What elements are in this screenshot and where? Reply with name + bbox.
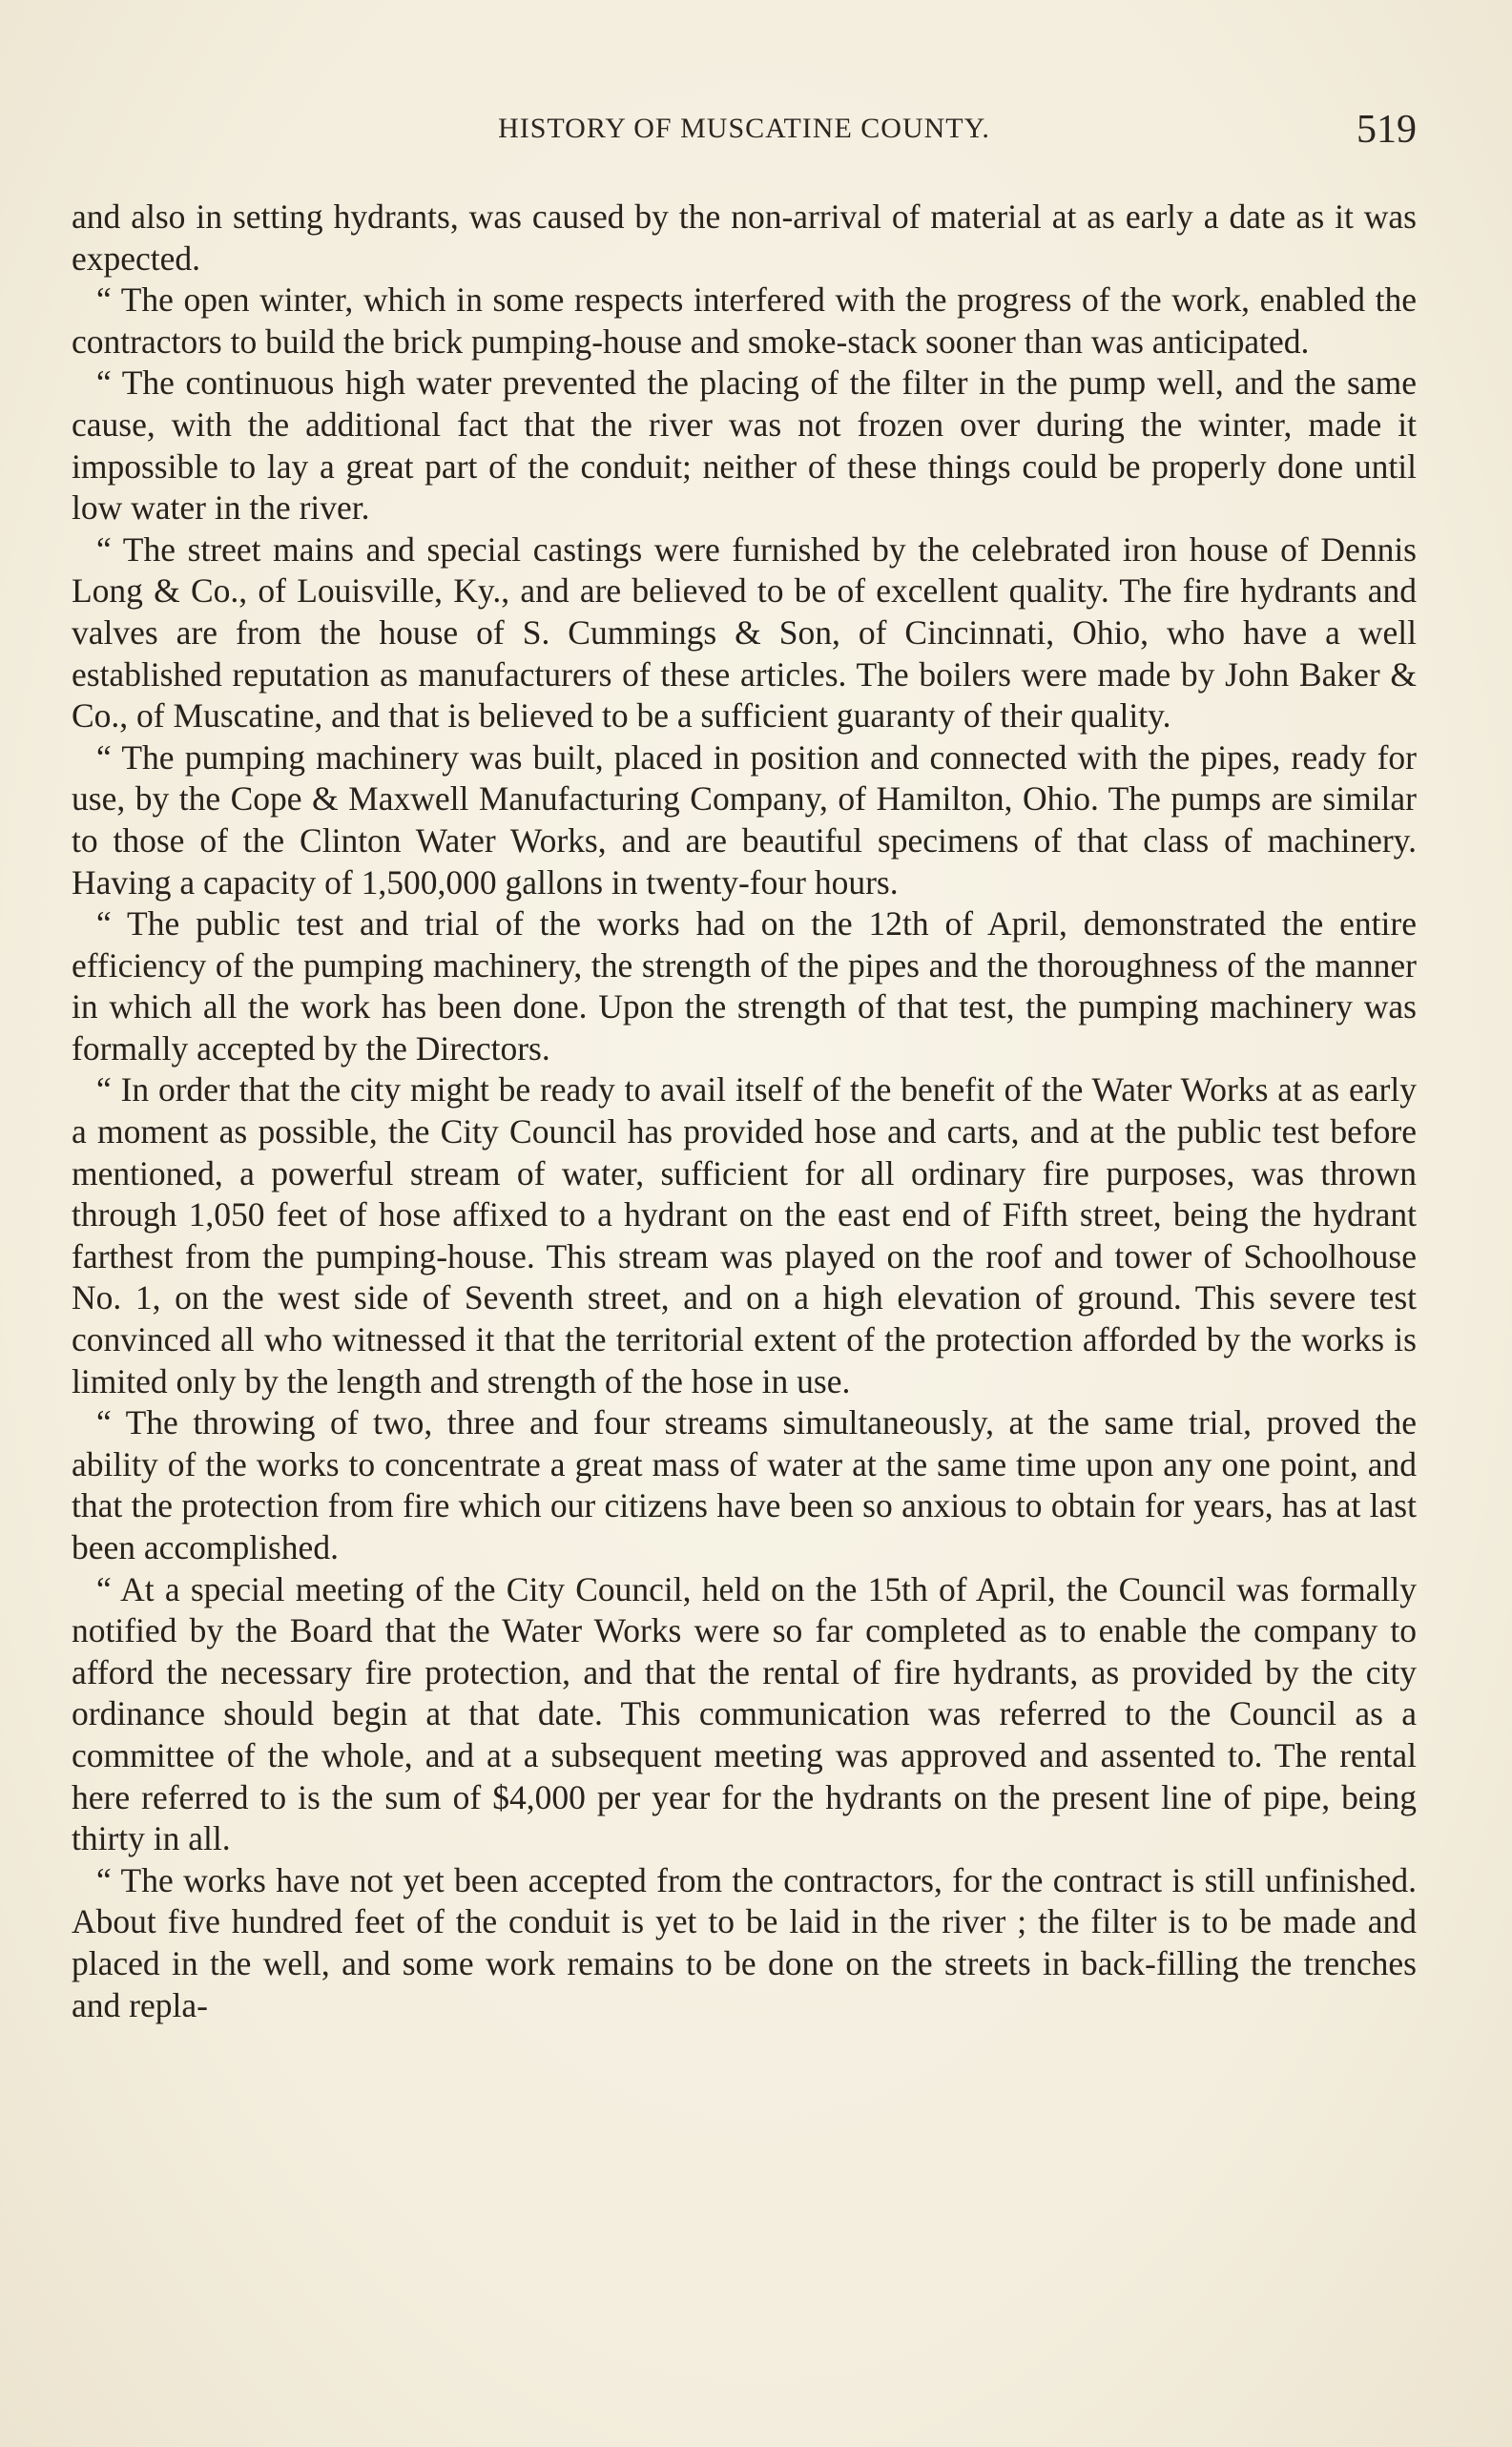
paragraph: “ The street mains and special castings were furnished by the celebrated iron house of Dennis Long & Co., of Louisville, Ky., and are believed to be of excellent quality. The fire hydrants and valves are from the house of S. Cummings & Son, of Cincinnati, Ohio, who have a well established reputation as manufacturers of these articles. The boilers were made by John Baker & Co., of Muscatine, and that is believed to be a sufficient guaranty of their quality. — [72, 529, 1417, 736]
paragraph: “ The open winter, which in some respects interfered with the progress of the work, enabled the contractors to build the brick pumping-house and smoke-stack sooner than was anticipated. — [72, 280, 1417, 361]
paragraph: “ The public test and trial of the works had on the 12th of April, demonstrated the entire efficiency of the pumping machinery, the strength of the pipes and the thoroughness of the manner in which all the work has been done. Upon the strength of that test, the pumping machinery was formally accepted by the Directors. — [72, 904, 1417, 1068]
page-number: 519 — [1357, 108, 1417, 152]
page-header — [72, 108, 1417, 170]
paragraph: “ At a special meeting of the City Council, held on the 15th of April, the Council was formally notified by the Board that the Water Works were so far completed as to enable the company to afford the necessary fire protection, and that the rental of fire hydrants, as provided by the city ordinance should begin at that date. This communication was referred to the Council as a committee of the whole, and at a subsequent meeting was approved and assented to. The rental here referred to is the sum of $4,000 per year for the hydrants on the present line of pipe, being thirty in all. — [72, 1569, 1417, 1858]
paragraph: “ The works have not yet been accepted from the contractors, for the contract is still unfinished. About five hundred feet of the conduit is yet to be laid in the river ; the filter is to be made and placed in the well, and some work remains to be done on the streets in back-filling the trenches and repla- — [72, 1860, 1417, 2024]
body-text — [72, 197, 1417, 2026]
paragraph: “ The pumping machinery was built, placed in position and connected with the pipes, ready for use, by the Cope & Maxwell Manufacturing Company, of Hamilton, Ohio. The pumps are similar to those of the Clinton Water Works, and are beautiful specimens of that class of machinery. Having a capacity of 1,500,000 gallons in twenty-four hours. — [72, 737, 1417, 902]
paragraph: “ The throwing of two, three and four streams simultaneously, at the same trial, proved the ability of the works to concentrate a great mass of water at the same time upon any one point, and that the protection from fire which our citizens have been so anxious to obtain for years, has at last been accomplished. — [72, 1403, 1417, 1566]
running-head: HISTORY OF MUSCATINE COUNTY. — [498, 113, 990, 144]
paragraph: “ The continuous high water prevented the placing of the filter in the pump well, and the same cause, with the additional fact that the river was not frozen over during the winter, made it impossible to lay a great part of the conduit; neither of these things could be properly done until low water in the river. — [72, 363, 1417, 528]
paragraph: “ In order that the city might be ready to avail itself of the benefit of the Water Works at as early a moment as possible, the City Council has provided hose and carts, and at the public test before mentioned, a powerful stream of water, sufficient for all ordinary fire purposes, was thrown through 1,050 feet of hose affixed to a hydrant on the east end of Fifth street, being the hydrant farthest from the pumping-house. This stream was played on the roof and tower of Schoolhouse No. 1, on the west side of Seventh street, and on a high elevation of ground. This severe test convinced all who witnessed it that the territorial extent of the protection afforded by the works is limited only by the length and strength of the hose in use. — [72, 1070, 1417, 1400]
paragraph: and also in setting hydrants, was caused by the non-arrival of material at as early a date as it was expected. — [72, 197, 1417, 278]
